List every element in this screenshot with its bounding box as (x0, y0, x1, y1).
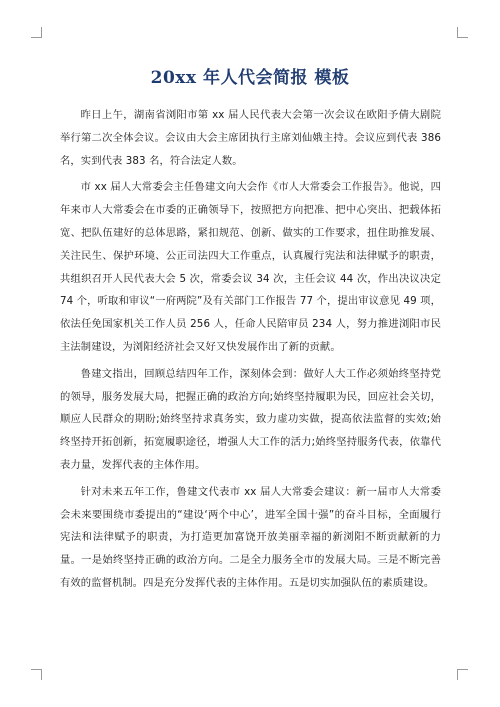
document-body (60, 104, 441, 599)
paragraph-experience: 鲁建文指出，回顾总结四年工作，深刻体会到：做好人大工作必须始终坚持党的领导，服务发展大局，把握正确的政治方向;始终坚持履职为民，回应社会关切，顺应人民群众的期盼;始终坚持求真务实，致力虚功实做，提高依法监督的实效;始终坚持开拓创新，拓宽履职途径，增强人大工作的活力;始终坚持服务代表，依靠代表力量，发挥代表的主体作用。 (60, 367, 441, 471)
crop-mark-bottom-left (31, 669, 42, 680)
document-title: 20xx 年人代会简报 模板 (150, 68, 350, 88)
paragraph-opening: 昨日上午，湖南省浏阳市第 xx 届人民代表大会第一次会议在欧阳予倩大剧院举行第二次全体会议。会议由大会主席团执行主席刘仙娥主持。会议应到代表 386 名，实到代表 383 名，符合法定人数。 (60, 109, 441, 167)
paragraph-work-report: 市 xx 届人大常委会主任鲁建文向大会作《市人大常委会工作报告》。他说，四年来市人大常委会在市委的正确领导下，按照把方向把准、把中心突出、把载体拓宽、把队伍建好的总体思路，紧扣规范、创新、做实的工作要求，扭住助推发展、关注民生、保护环境、公正司法四大工作重点，认真履行宪法和法律赋予的职责，共组织召开人民代表大会 5 次，常委会议 34 次，主任会议 44 次，作出决议决定 74 个，听取和审议“一府两院”及有关部门工作报告 77 个，提出审议意见 49 项，依法任免国家机关工作人员 256 人，任命人民陪审员 234 人，努力推进浏阳市民主法制建设，为浏阳经济社会又好又快发展作出了新的贡献。 (60, 181, 441, 353)
paragraph-future-plan: 针对未来五年工作，鲁建文代表市 xx 届人大常委会建议：新一届市人大常委会未来要围绕市委提出的“建设‘两个中心’，进军全国十强”的奋斗目标，全面履行宪法和法律赋予的职责，为打造更加富饶开放美丽幸福的新浏阳不断贡献新的力量。一是始终坚持正确的政治方向。二是全力服务全市的发展大局。三是不断完善有效的监督机制。四是充分发挥代表的主体作用。五是切实加强队伍的素质建设。 (60, 485, 441, 589)
crop-mark-top-left (31, 27, 42, 38)
crop-mark-top-right (457, 27, 468, 38)
crop-mark-bottom-right (457, 669, 468, 680)
